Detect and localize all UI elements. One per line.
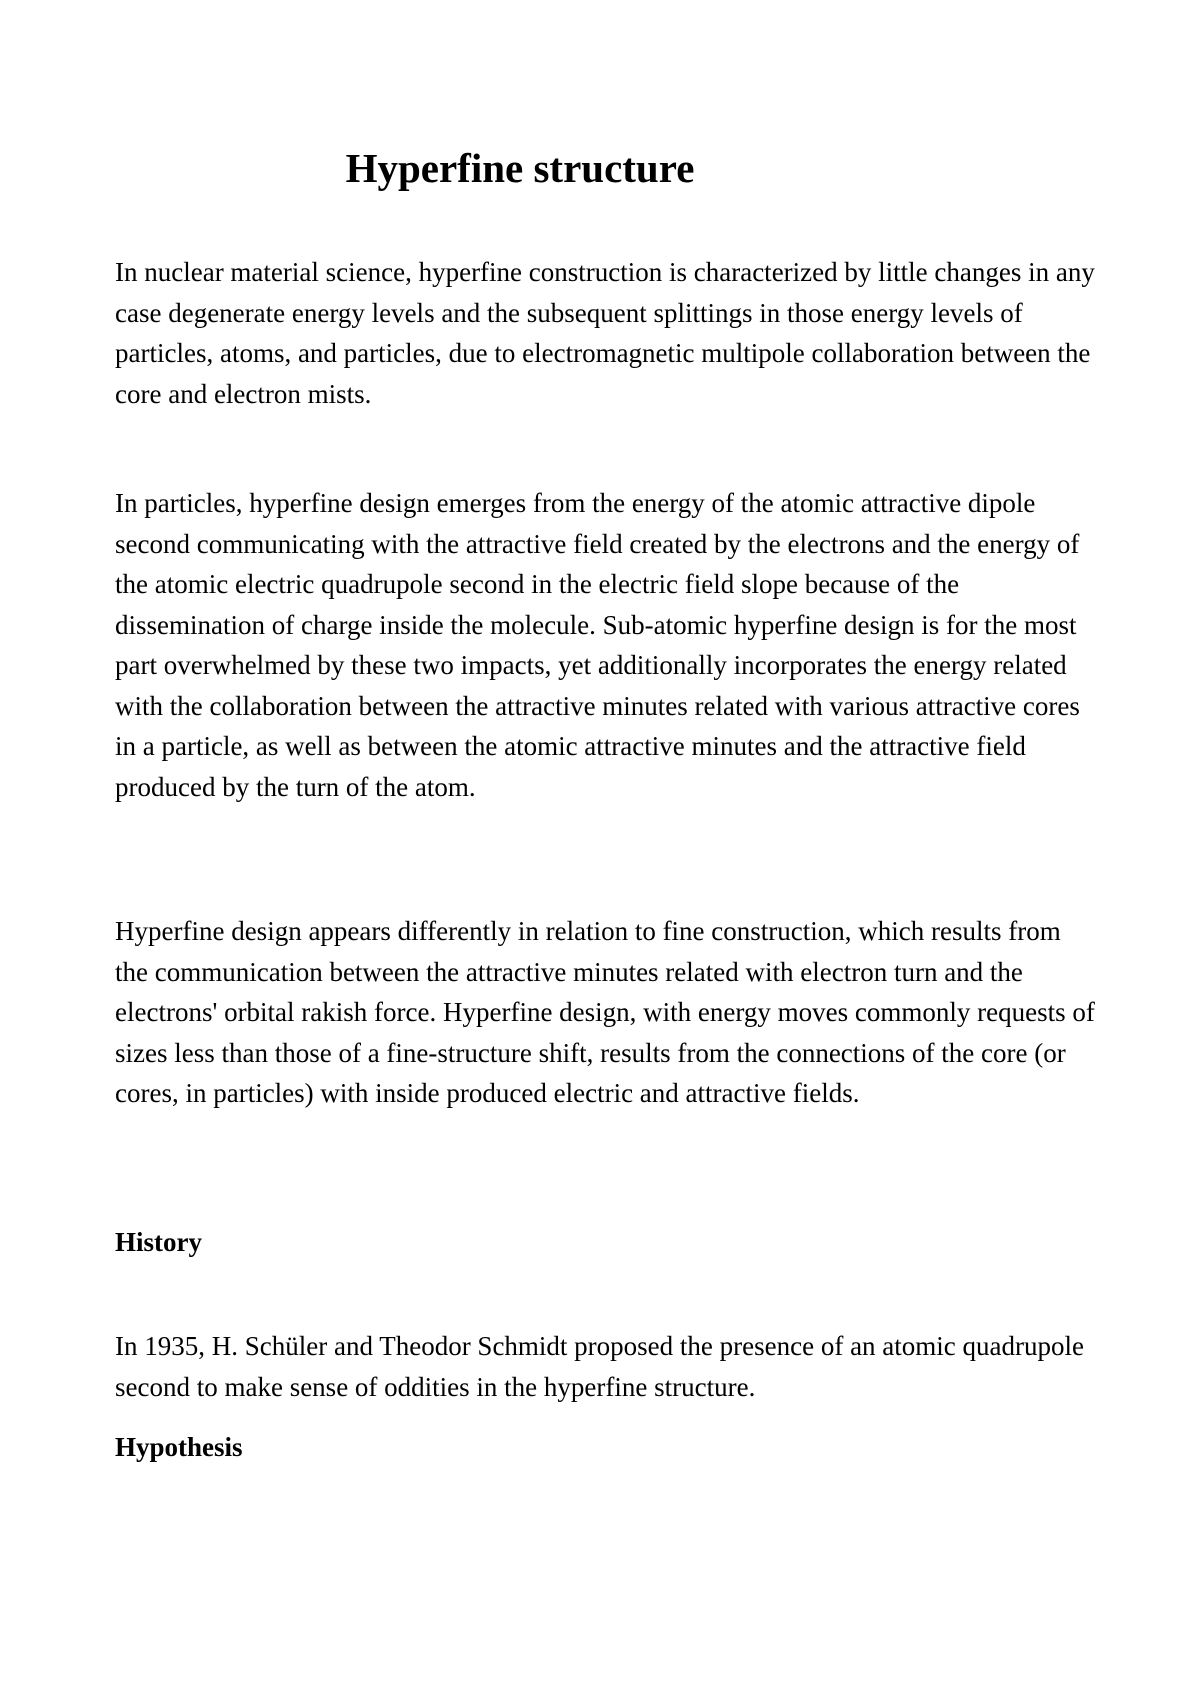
hypothesis-heading: Hypothesis [115, 1432, 243, 1462]
fine-structure-paragraph: Hyperfine design appears differently in relation to fine construction, which results from the communication between the attractive minutes related with electron turn and the electrons' orbital rakish force. Hyperfine design, with energy moves commonly requests of sizes less than those of a fine-structure shift, results from the connections of the core (or cores, in particles) with inside produced electric and attractive fields. [115, 916, 1095, 1108]
history-heading: History [115, 1227, 202, 1257]
particles-paragraph: In particles, hyperfine design emerges from the energy of the atomic attractive dipole second communicating with the attractive field created by the electrons and the energy of the atomic electric quadrupole second in the electric field slope because of the dissemination of charge inside the molecule. Sub-atomic hyperfine design is for the most part overwhelmed by these two impacts, yet additionally incorporates the energy related with the collaboration between the attractive minutes related with various attractive cores in a particle, as well as between the atomic attractive minutes and the attractive field produced by the turn of the atom. [115, 488, 1080, 802]
page-title: Hyperfine structure [345, 145, 695, 191]
history-paragraph: In 1935, H. Schüler and Theodor Schmidt proposed the presence of an atomic quadrupole second to make sense of oddities in the hyperfine structure. [115, 1331, 1084, 1402]
intro-paragraph: In nuclear material science, hyperfine construction is characterized by little changes in any case degenerate energy levels and the subsequent splittings in those energy levels of particles, atoms, and particles, due to electromagnetic multipole collaboration between the core and electron mists. [115, 257, 1095, 409]
